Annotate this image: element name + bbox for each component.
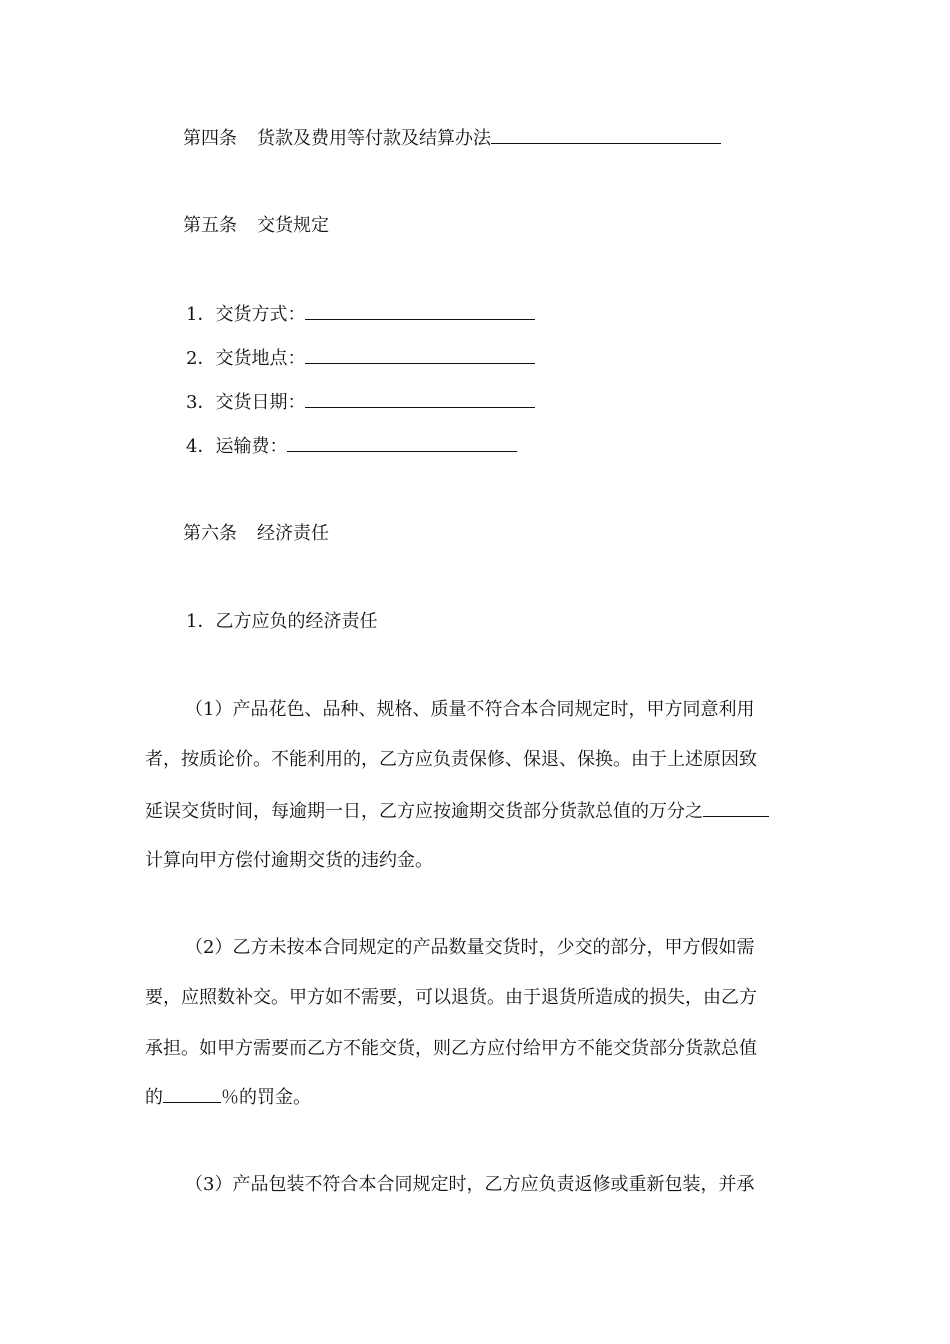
paragraph-1-line-4: 计算向甲方偿付逾期交货的违约金。 <box>145 850 433 871</box>
paragraph-2-line-4-suffix: ％的罚金。 <box>221 1087 311 1108</box>
fill-blank-penalty-percent[interactable] <box>163 1086 221 1103</box>
paragraph-2-line-4 <box>145 1086 311 1109</box>
paragraph-3-line-1: （3）产品包装不符合本合同规定时，乙方应负责返修或重新包装，并承 <box>185 1174 755 1195</box>
paragraph-1-line-3-text: 延误交货时间，每逾期一日，乙方应按逾期交货部分货款总值的万分之 <box>145 801 703 822</box>
delivery-item-num: 4． <box>186 436 216 457</box>
fill-blank-freight[interactable] <box>287 435 517 452</box>
delivery-item <box>186 303 535 326</box>
fill-blank-payment[interactable] <box>491 127 721 144</box>
paragraph-1-line-2: 者，按质论价。不能利用的，乙方应负责保修、保退、保换。由于上述原因致 <box>145 749 757 770</box>
article-6-label: 第六条 <box>183 523 237 544</box>
article-4-label: 第四条 <box>183 128 237 149</box>
fill-blank-late-penalty[interactable] <box>703 800 769 817</box>
paragraph-2-line-3: 承担。如甲方需要而乙方不能交货，则乙方应付给甲方不能交货部分货款总值 <box>145 1038 757 1059</box>
article-4 <box>183 127 721 150</box>
section-1 <box>186 611 377 633</box>
article-5-label: 第五条 <box>183 215 237 236</box>
delivery-item-label: 交货日期： <box>215 392 306 413</box>
section-1-text: 乙方应负的经济责任 <box>215 611 378 632</box>
article-4-text: 货款及费用等付款及结算办法 <box>257 128 491 149</box>
fill-blank-delivery-method[interactable] <box>305 303 535 320</box>
delivery-item <box>186 391 535 414</box>
paragraph-2-line-2: 要，应照数补交。甲方如不需要，可以退货。由于退货所造成的损失，由乙方 <box>145 987 757 1008</box>
delivery-item-num: 3． <box>186 392 216 413</box>
paragraph-1-line-1: （1）产品花色、品种、规格、质量不符合本合同规定时，甲方同意利用 <box>185 699 755 720</box>
section-1-num: 1． <box>186 611 216 632</box>
delivery-item-num: 1． <box>186 304 216 325</box>
fill-blank-delivery-date[interactable] <box>305 391 535 408</box>
article-6-text: 经济责任 <box>257 523 329 544</box>
paragraph-2-line-1: （2）乙方未按本合同规定的产品数量交货时，少交的部分，甲方假如需 <box>185 937 755 958</box>
delivery-item-label: 交货地点： <box>215 348 306 369</box>
fill-blank-delivery-place[interactable] <box>305 347 535 364</box>
delivery-item <box>186 347 535 370</box>
delivery-item-num: 2． <box>186 348 216 369</box>
article-5 <box>183 215 329 237</box>
delivery-item-label: 交货方式： <box>215 304 306 325</box>
paragraph-2-line-4-prefix: 的 <box>145 1087 163 1108</box>
paragraph-1-line-3 <box>145 800 769 823</box>
delivery-item <box>186 435 517 458</box>
delivery-item-label: 运输费： <box>215 436 288 457</box>
article-5-text: 交货规定 <box>257 215 329 236</box>
article-6 <box>183 523 329 545</box>
